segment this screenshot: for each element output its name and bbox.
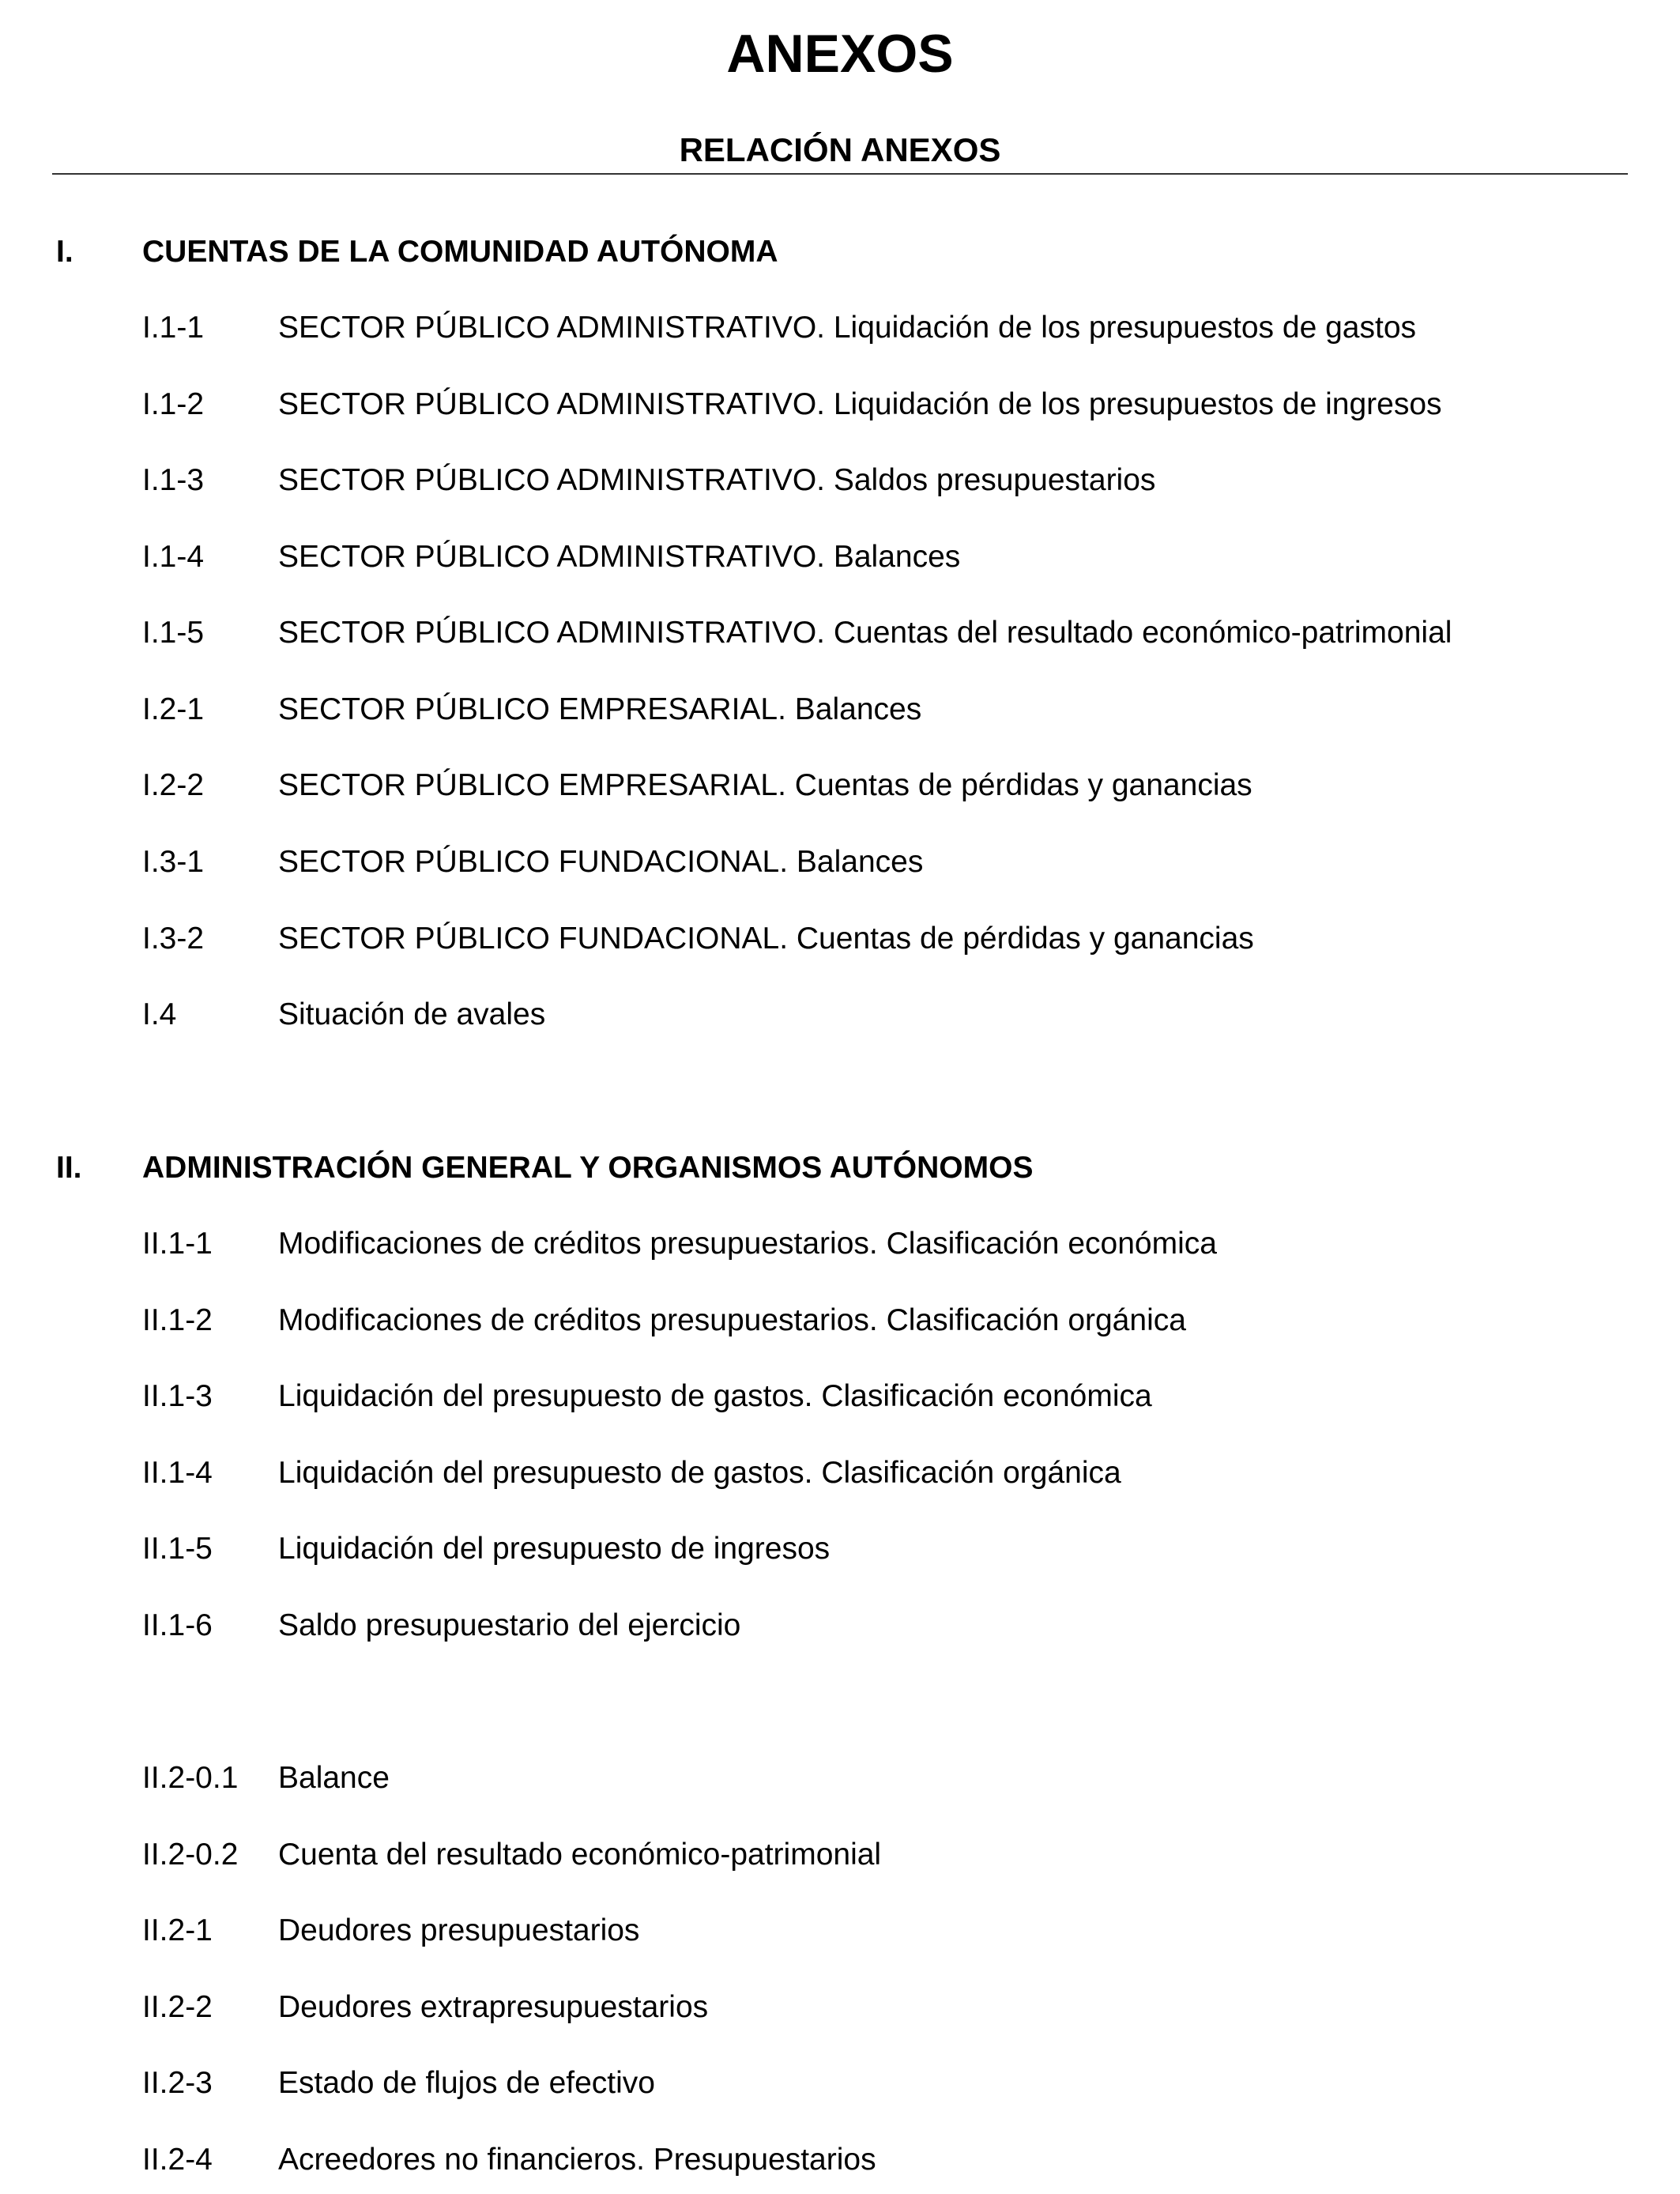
section-number: I. xyxy=(56,235,73,269)
section-title: CUENTAS DE LA COMUNIDAD AUTÓNOMA xyxy=(142,235,778,269)
header-divider xyxy=(52,173,1628,175)
annex-entry xyxy=(0,458,1680,503)
annex-description: Saldo presupuestario del ejercicio xyxy=(278,1608,741,1642)
annex-entry xyxy=(0,306,1680,350)
annex-code: II.2-3 xyxy=(142,2066,213,2100)
annex-entry xyxy=(0,840,1680,884)
annex-code: I.2-1 xyxy=(142,692,205,726)
annex-entry xyxy=(0,688,1680,732)
annex-description: Liquidación del presupuesto de gastos. Clasificación económica xyxy=(278,1379,1152,1413)
annex-code: II.1-6 xyxy=(142,1608,213,1642)
annex-entry xyxy=(0,1527,1680,1571)
annex-description: SECTOR PÚBLICO FUNDACIONAL. Balances xyxy=(278,845,924,879)
annex-code: I.4 xyxy=(142,997,177,1031)
annex-code: II.2-0.2 xyxy=(142,1838,239,1872)
annex-code: II.1-4 xyxy=(142,1456,213,1490)
annex-entry xyxy=(0,917,1680,961)
annex-description: Acreedores no financieros. Presupuestarios xyxy=(278,2143,876,2177)
annex-entry xyxy=(0,535,1680,579)
section-heading-i xyxy=(0,230,1680,274)
annex-description: Situación de avales xyxy=(278,997,546,1031)
annex-code: II.1-2 xyxy=(142,1303,213,1337)
section-heading-ii xyxy=(0,1146,1680,1190)
annex-description: Deudores extrapresupuestarios xyxy=(278,1990,709,2024)
annex-description: Liquidación del presupuesto de ingresos xyxy=(278,1532,831,1566)
annex-entry xyxy=(0,1299,1680,1343)
annex-description: Modificaciones de créditos presupuestarios. Clasificación económica xyxy=(278,1227,1217,1261)
annex-code: I.2-2 xyxy=(142,768,205,802)
annex-code: I.1-1 xyxy=(142,311,205,345)
annex-code: I.3-1 xyxy=(142,845,205,879)
annex-entry xyxy=(0,1374,1680,1419)
annex-entry xyxy=(0,993,1680,1037)
annex-entry xyxy=(0,611,1680,655)
annex-code: I.1-3 xyxy=(142,463,205,497)
annex-description: Liquidación del presupuesto de gastos. Clasificación orgánica xyxy=(278,1456,1121,1490)
annex-entry xyxy=(0,2138,1680,2182)
annex-description: Balance xyxy=(278,1761,390,1795)
annex-code: II.2-2 xyxy=(142,1990,213,2024)
annex-description: SECTOR PÚBLICO ADMINISTRATIVO. Saldos presupuestarios xyxy=(278,463,1156,497)
annex-entry xyxy=(0,1222,1680,1266)
annex-entry xyxy=(0,1756,1680,1800)
annex-description: SECTOR PÚBLICO ADMINISTRATIVO. Liquidación de los presupuestos de ingresos xyxy=(278,387,1442,421)
annex-entry xyxy=(0,1909,1680,1953)
annex-description: SECTOR PÚBLICO ADMINISTRATIVO. Balances xyxy=(278,540,961,574)
annex-code: I.3-2 xyxy=(142,922,205,956)
annex-code: II.2-0.1 xyxy=(142,1761,239,1795)
annex-entry xyxy=(0,2061,1680,2105)
section-number: II. xyxy=(56,1151,82,1185)
annex-code: II.1-1 xyxy=(142,1227,213,1261)
annex-description: Estado de flujos de efectivo xyxy=(278,2066,655,2100)
annex-description: Deudores presupuestarios xyxy=(278,1913,640,1947)
section-title: ADMINISTRACIÓN GENERAL Y ORGANISMOS AUTÓNOMOS xyxy=(142,1151,1034,1185)
annex-code: II.2-4 xyxy=(142,2143,213,2177)
annex-code: I.1-5 xyxy=(142,616,205,650)
annex-description: Modificaciones de créditos presupuestarios. Clasificación orgánica xyxy=(278,1303,1186,1337)
annex-description: SECTOR PÚBLICO EMPRESARIAL. Balances xyxy=(278,692,922,726)
annex-code: II.2-1 xyxy=(142,1913,213,1947)
annex-code: I.1-2 xyxy=(142,387,205,421)
annex-entry xyxy=(0,1604,1680,1648)
annex-code: I.1-4 xyxy=(142,540,205,574)
annex-description: SECTOR PÚBLICO ADMINISTRATIVO. Liquidación de los presupuestos de gastos xyxy=(278,311,1417,345)
annex-entry xyxy=(0,1451,1680,1495)
annex-entry xyxy=(0,383,1680,427)
annex-description: Cuenta del resultado económico-patrimonial xyxy=(278,1838,882,1872)
annex-entry xyxy=(0,1833,1680,1877)
page-title: ANEXOS xyxy=(726,24,954,84)
annex-code: II.1-3 xyxy=(142,1379,213,1413)
annex-entry xyxy=(0,763,1680,808)
annex-description: SECTOR PÚBLICO ADMINISTRATIVO. Cuentas del resultado económico-patrimonial xyxy=(278,616,1452,650)
annex-description: SECTOR PÚBLICO EMPRESARIAL. Cuentas de pérdidas y ganancias xyxy=(278,768,1252,802)
annex-entry xyxy=(0,1985,1680,2030)
annex-description: SECTOR PÚBLICO FUNDACIONAL. Cuentas de pérdidas y ganancias xyxy=(278,922,1254,956)
page-subtitle: RELACIÓN ANEXOS xyxy=(679,131,1001,168)
annex-code: II.1-5 xyxy=(142,1532,213,1566)
